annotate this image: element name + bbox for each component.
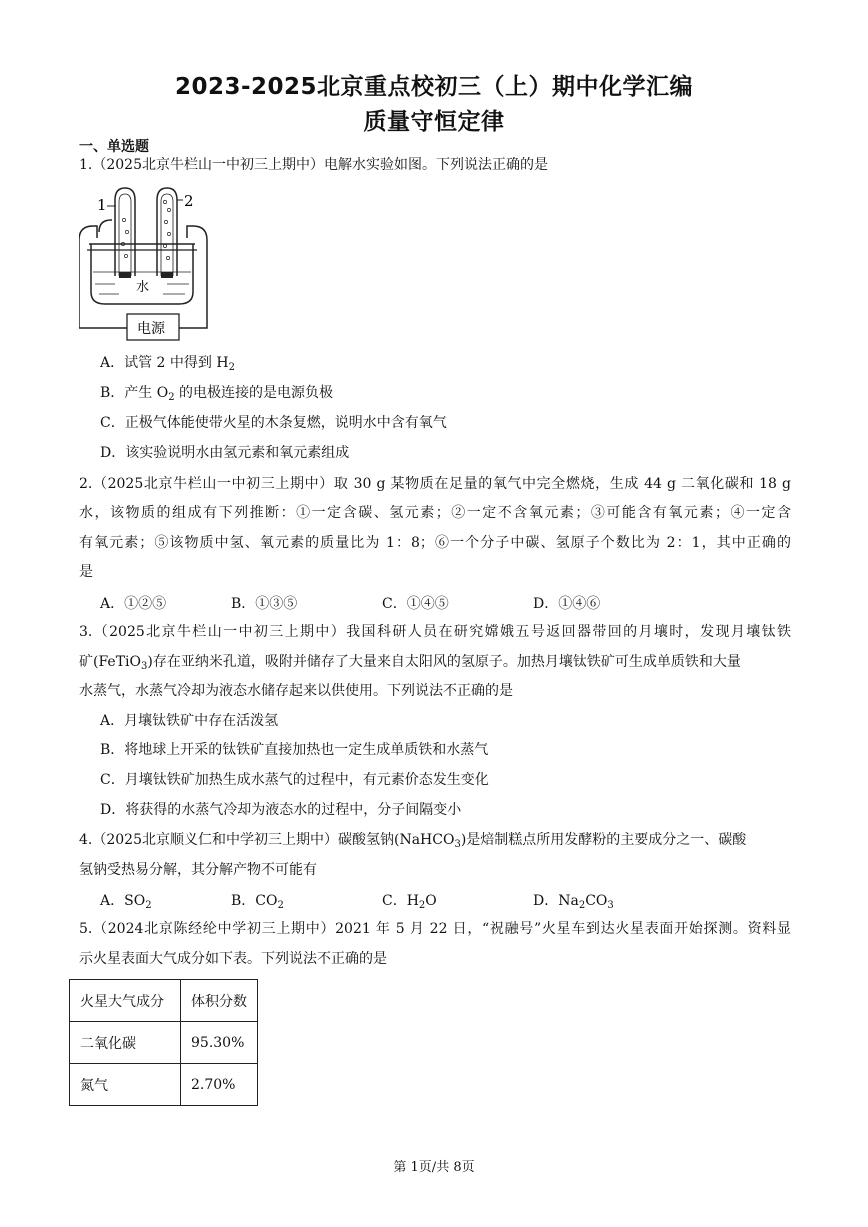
table-row bbox=[70, 1064, 258, 1106]
q4-option-a: A．$SO_2$ bbox=[100, 893, 152, 911]
tube-2-label: 2 bbox=[184, 192, 194, 210]
table-header-cell: 体积分数 bbox=[181, 980, 258, 1022]
q1-option-c: C．正极气体能使带火星的木条复燃，说明水中含有氧气 bbox=[100, 415, 447, 431]
q1-option-d: D．该实验说明水由氢元素和氧元素组成 bbox=[100, 445, 350, 461]
mars-atmosphere-table bbox=[69, 979, 258, 1106]
page-title: 2023-2025北京重点校初三（上）期中化学汇编 bbox=[174, 74, 694, 100]
q4-option-c: C．$H_2O$ bbox=[382, 893, 437, 911]
q1-option-b: B．产生 $O_2$ 的电极连接的是电源负极 bbox=[100, 385, 334, 403]
page-footer: 第 1页/共 8页 bbox=[393, 1160, 475, 1175]
table-cell: 二氧化碳 bbox=[70, 1022, 181, 1064]
question-2-line-3: 有氧元素；⑤该物质中氢、氧元素的质量比为 1：8；⑥一个分子中碳、氢原子个数比为 2：1，其中正确的 bbox=[79, 535, 791, 551]
q4-option-d: D．$Na_2CO_3$ bbox=[533, 893, 614, 911]
question-3-line-3: 水蒸气，水蒸气冷却为液态水储存起来以供使用。下列说法不正确的是 bbox=[79, 683, 513, 699]
question-4-line-1: 4.（2025北京顺义仁和中学初三上期中）碳酸氢钠(NaHCO$_3$)是焙制糕点所用发酵粉的主要成分之一、碳酸 bbox=[79, 832, 747, 850]
q2-option-c: C．①④⑤ bbox=[382, 596, 449, 612]
table-row bbox=[70, 1022, 258, 1064]
question-4-line-2: 氢钠受热易分解，其分解产物不可能有 bbox=[79, 862, 317, 878]
q4-option-b: B．$CO_2$ bbox=[231, 893, 284, 911]
question-2-line-2: 水，该物质的组成有下列推断：①一定含碳、氢元素；②一定不含氧元素；③可能含有氧元素；④一定含 bbox=[79, 505, 791, 521]
question-2-line-4: 是 bbox=[79, 564, 93, 580]
question-1-stem: 1.（2025北京牛栏山一中初三上期中）电解水实验如图。下列说法正确的是 bbox=[79, 157, 548, 173]
table-header-cell: 火星大气成分 bbox=[70, 980, 181, 1022]
table-cell: 氮气 bbox=[70, 1064, 181, 1106]
question-3-line-2: 矿(FeTiO$_3$)存在亚纳米孔道，吸附并储存了大量来自太阳风的氢原子。加热月壤钛铁矿可生成单质铁和大量 bbox=[79, 654, 741, 672]
q2-option-a: A．①②⑤ bbox=[100, 596, 167, 612]
section-heading: 一、单选题 bbox=[79, 139, 149, 155]
q1-option-a: A．试管 2 中得到 $H_2$ bbox=[100, 355, 235, 373]
table-cell: 2.70% bbox=[181, 1064, 258, 1106]
question-2-line-1: 2.（2025北京牛栏山一中初三上期中）取 30 g 某物质在足量的氧气中完全燃烧，生成 44 g 二氧化碳和 18 g bbox=[79, 476, 791, 492]
question-5-line-2: 示火星表面大气成分如下表。下列说法不正确的是 bbox=[79, 951, 387, 967]
water-label: 水 bbox=[136, 280, 150, 295]
question-3-line-1: 3.（2025北京牛栏山一中初三上期中）我国科研人员在研究嫦娥五号返回器带回的月壤时，发现月壤钛铁 bbox=[79, 624, 791, 640]
q2-option-d: D．①④⑥ bbox=[533, 596, 601, 612]
question-5-line-1: 5.（2024北京陈经纶中学初三上期中）2021 年 5 月 22 日，“祝融号”火星车到达火星表面开始探测。资料显 bbox=[79, 921, 791, 937]
page-subtitle: 质量守恒定律 bbox=[363, 109, 505, 135]
power-source-label: 电源 bbox=[137, 321, 165, 337]
q3-option-c: C．月壤钛铁矿加热生成水蒸气的过程中，有元素价态发生变化 bbox=[100, 772, 489, 788]
q3-option-b: B．将地球上开采的钛铁矿直接加热也一定生成单质铁和水蒸气 bbox=[100, 742, 489, 758]
table-cell: 95.30% bbox=[181, 1022, 258, 1064]
tube-1-label: 1 bbox=[97, 196, 107, 214]
electrolysis-diagram bbox=[79, 180, 229, 342]
q2-option-b: B．①③⑤ bbox=[231, 596, 298, 612]
table-header-row bbox=[70, 980, 258, 1022]
q3-option-d: D．将获得的水蒸气冷却为液态水的过程中，分子间隔变小 bbox=[100, 802, 462, 818]
q3-option-a: A．月壤钛铁矿中存在活泼氢 bbox=[100, 713, 279, 729]
